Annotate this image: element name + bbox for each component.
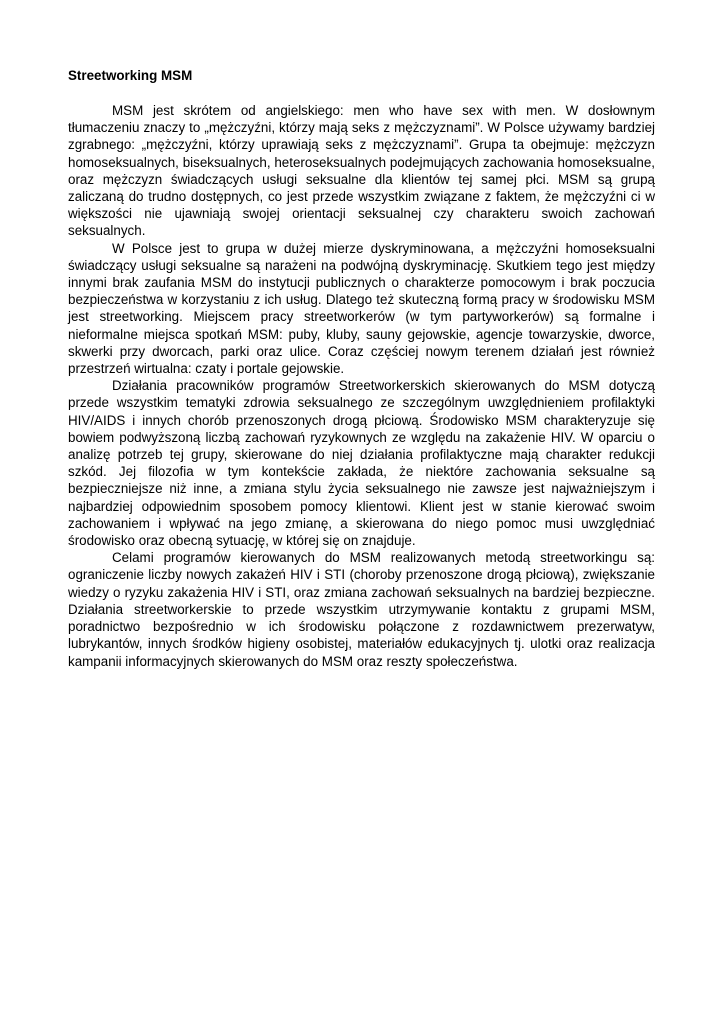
paragraph-program-goals: Celami programów kierowanych do MSM realizowanych metodą streetworkingu są: ograniczenie liczby nowych zakażeń HIV i STI (choroby przenoszone drogą płciową), zwiększanie wiedzy o ryzyku zakażenia HIV i STI, oraz zmiana zachowań seksualnych na bardziej bezpieczne. Działania streetworkerskie to przede wszystkim utrzymywanie kontaktu z grupami MSM, poradnictwo bezpośrednio w ich środowisku połączone z rozdawnictwem prezerwatyw, lubrykantów, innych środków higieny osobistej, materiałów edukacyjnych tj. ulotki oraz realizacja kampanii informacyjnych skierowanych do MSM oraz reszty społeczeństwa. — [68, 550, 655, 669]
paragraph-definition: MSM jest skrótem od angielskiego: men who have sex with men. W dosłownym tłumaczeniu znaczy to „mężczyźni, którzy mają seks z mężczyznami”. W Polsce używamy bardziej zgrabnego: „mężczyźni, którzy uprawiają seks z mężczyznami”. Grupa ta obejmuje: mężczyzn homoseksualnych, biseksualnych, heteroseksualnych podejmujących zachowania homoseksualne, oraz mężczyzn świadczących usługi seksualne dla klientów tej samej płci. MSM są grupą zaliczaną do trudno dostępnych, co jest przede wszystkim związane z faktem, że mężczyźni ci w większości nie ujawniają swojej orientacji seksualnej czy charakteru swoich zachowań seksualnych. — [68, 103, 655, 239]
paragraph-prevention: Działania pracowników programów Streetworkerskich skierowanych do MSM dotyczą przede wszystkim tematyki zdrowia seksualnego ze szczególnym uwzględnieniem profilaktyki HIV/AIDS i innych chorób przenoszonych drogą płciową. Środowisko MSM charakteryzuje się bowiem podwyższoną liczbą zachowań ryzykownych ze względu na zakażenie HIV. W oparciu o analizę potrzeb tej grupy, skierowane do niej działania profilaktyczne mają charakter redukcji szkód. Jej filozofia w tym kontekście zakłada, że niektóre zachowania seksualne są bezpieczniejsze niż inne, a zmiana stylu życia seksualnego nie zawsze jest najważniejszym i najbardziej odpowiednim sposobem pomocy klientowi. Klient jest w stanie kierować swoim zachowaniem i wpływać na jego zmianę, a skierowana do niego pomoc musi uwzględniać środowisko oraz obecną sytuację, w której się on znajduje. — [68, 378, 655, 549]
paragraph-discrimination: W Polsce jest to grupa w dużej mierze dyskryminowana, a mężczyźni homoseksualni świadczący usługi seksualne są narażeni na podwójną dyskryminację. Skutkiem tego jest między innymi brak zaufania MSM do instytucji publicznych o charakterze pomocowym i brak poczucia bezpieczeństwa w korzystaniu z ich usług. Dlatego też skuteczną formą pracy w środowisku MSM jest streetworking. Miejscem pracy streetworkerów (w tym partyworkerów) są formalne i nieformalne miejsca spotkań MSM: puby, kluby, sauny gejowskie, agencje towarzyskie, dworce, skwerki przy dworcach, parki oraz ulice. Coraz częściej nowym terenem działań jest również przestrzeń wirtualna: czaty i portale gejowskie. — [68, 240, 655, 377]
document-title: Streetworking MSM — [68, 68, 193, 83]
document-page — [68, 68, 655, 670]
